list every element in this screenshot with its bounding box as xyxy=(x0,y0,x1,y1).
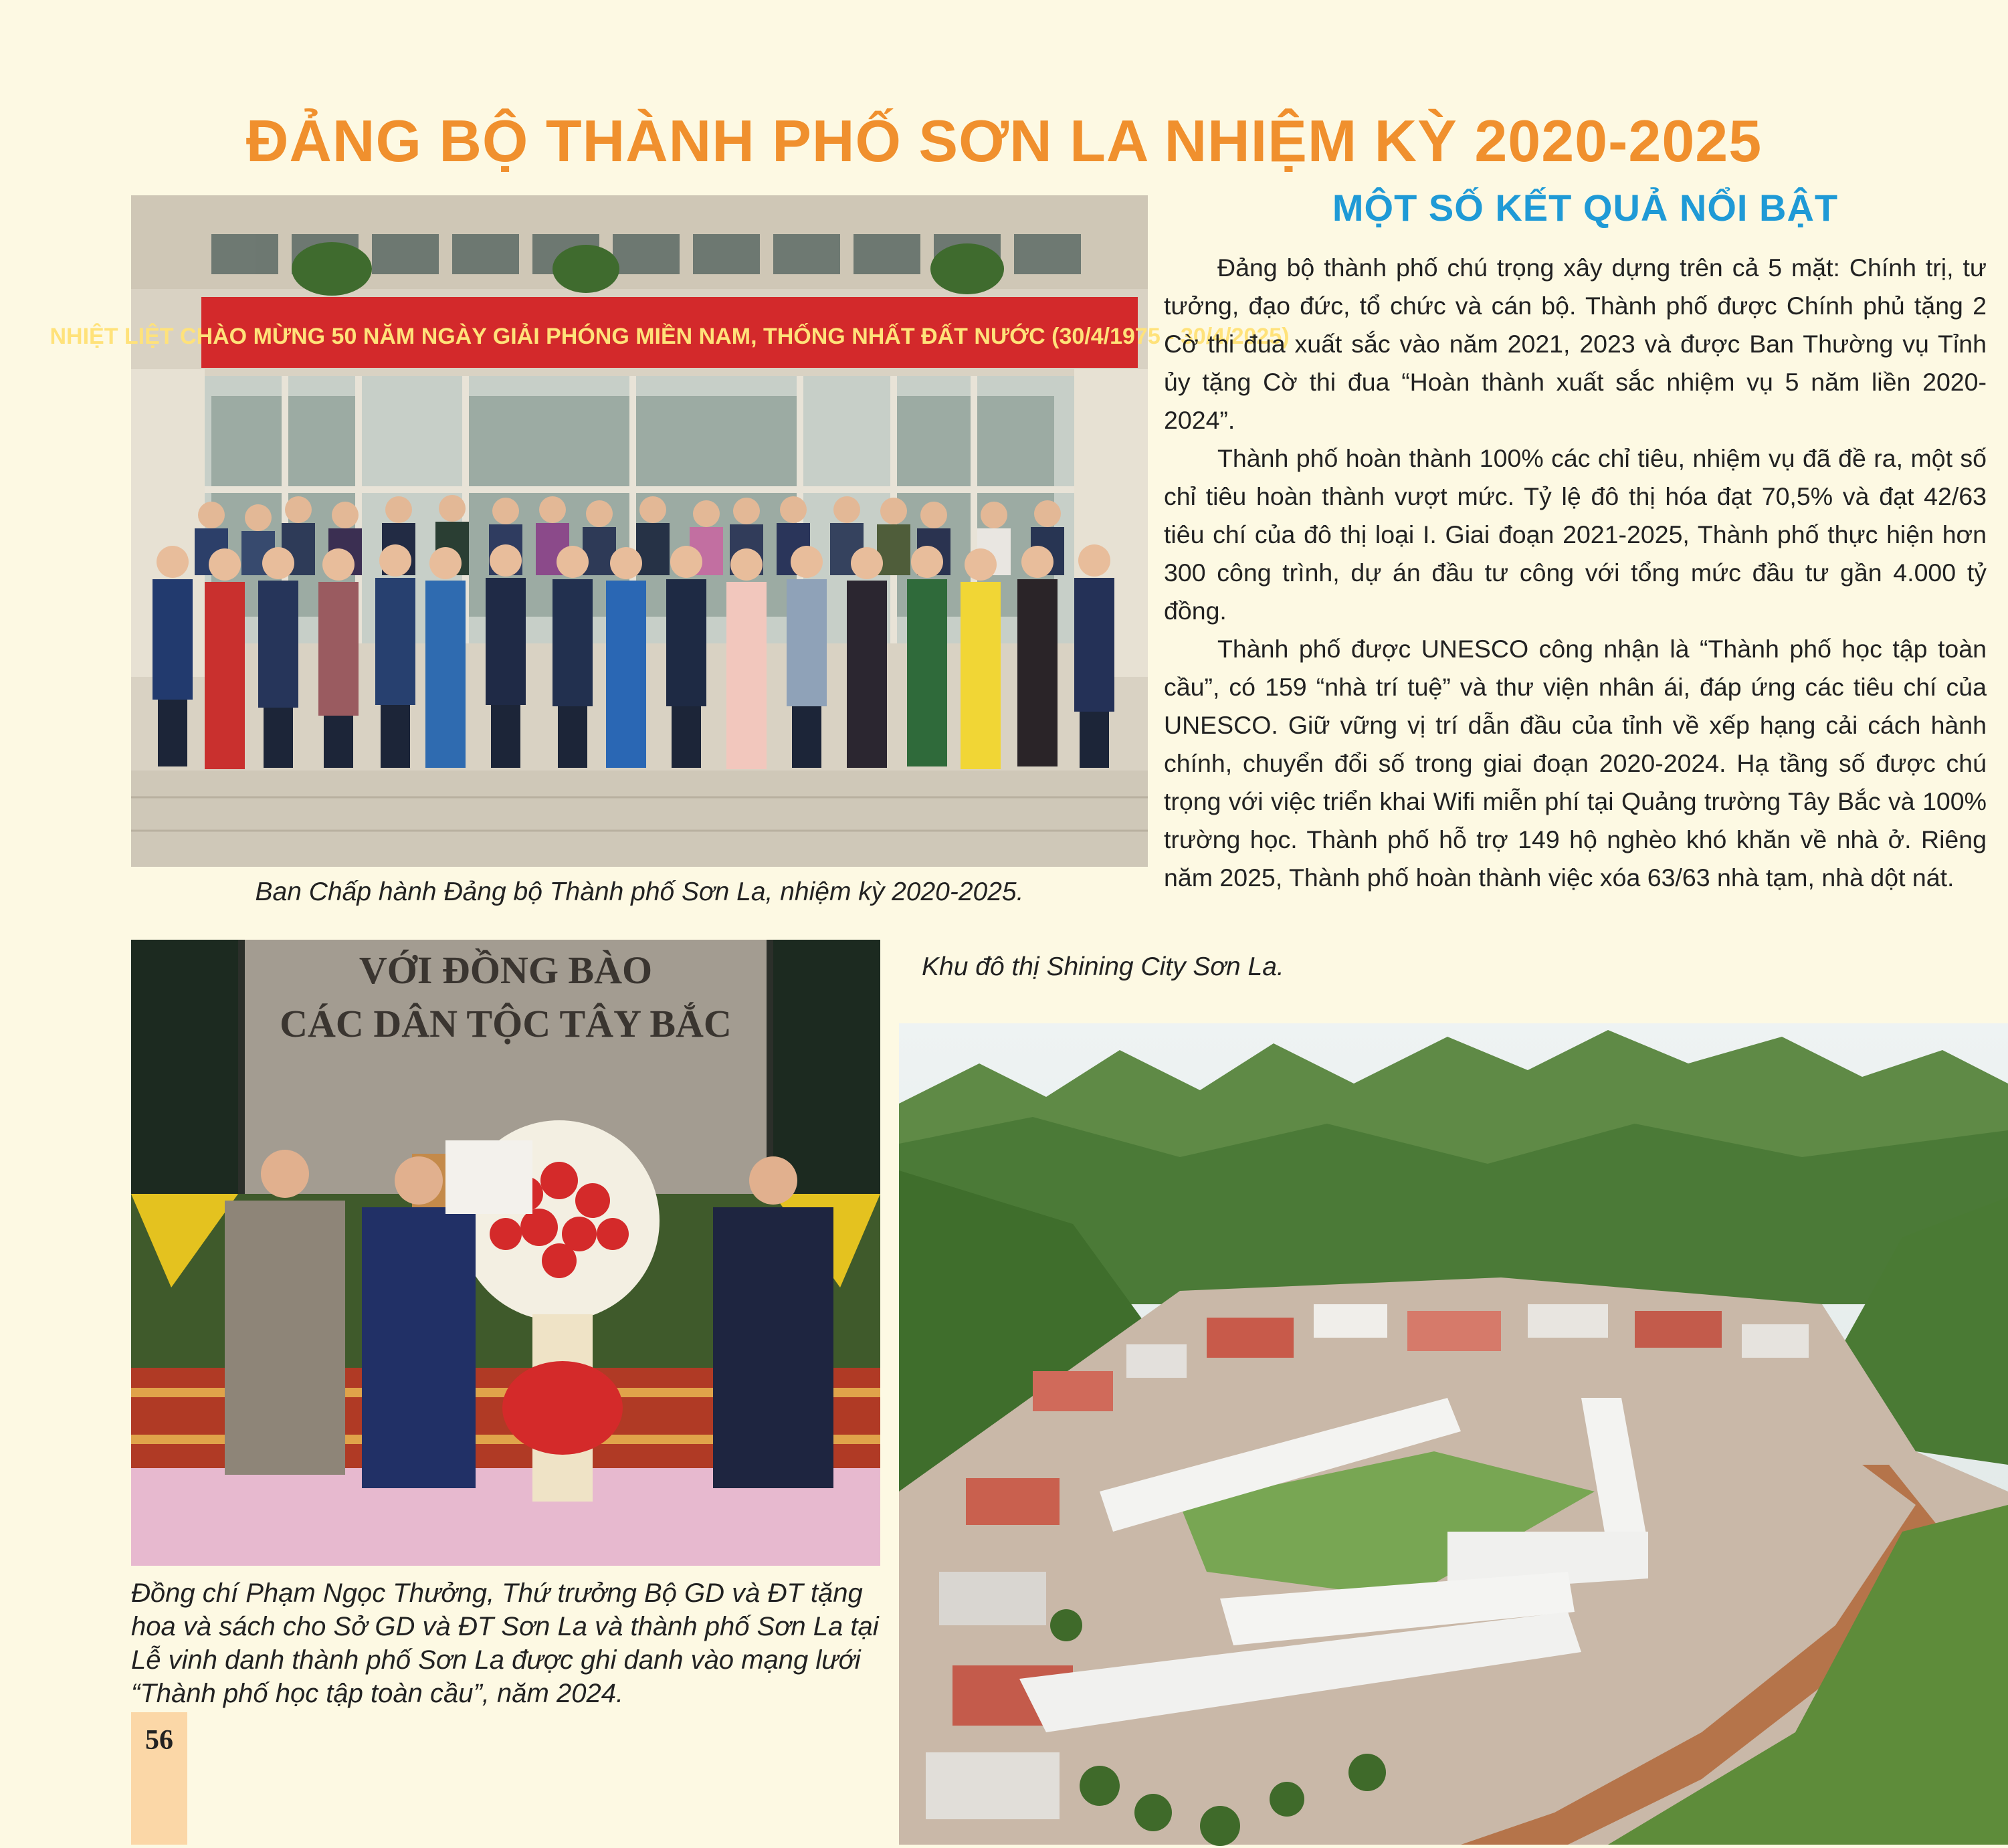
monument-line2: CÁC DÂN TỘC TÂY BẮC xyxy=(280,1002,732,1045)
group-photo xyxy=(49,195,1290,867)
monument-line1: VỚI ĐỒNG BÀO xyxy=(359,948,653,992)
banner-text: NHIỆT LIỆT CHÀO MỪNG 50 NĂM NGÀY GIẢI PHÓNG MIỀN NAM, THỐNG NHẤT ĐẤT NƯỚC (30/4/1975 - 30/4/2025) xyxy=(49,324,1290,349)
aerial-city-photo xyxy=(899,1023,2008,1845)
page-number-tab xyxy=(131,1712,187,1845)
paragraph: Thành phố được UNESCO công nhận là “Thành phố học tập toàn cầu”, có 159 “nhà trí tuệ” và thư viện nhân ái, đáp ứng các tiêu chí của UNESCO. Giữ vững vị trí dẫn đầu của tỉnh về xếp hạng cải cách hành chính, chuyển đổi số trong giai đoạn 2020-2024. Hạ tầng số được chú trọng với việc triển khai Wifi miễn phí tại Quảng trường Tây Bắc và 100% trường học. Thành phố hỗ trợ 149 hộ nghèo khó khăn về nhà ở. Riêng năm 2025, Thành phố hoàn thành việc xóa 63/63 nhà tạm, nhà dột nát. xyxy=(1164,635,1987,892)
ceremony-photo xyxy=(131,940,880,1566)
paragraph: Thành phố hoàn thành 100% các chỉ tiêu, nhiệm vụ đã đề ra, một số chỉ tiêu hoàn thành vượt mức. Tỷ lệ đô thị hóa đạt 70,5% và đạt 42/63 tiêu chí của đô thị loại I. Giai đoạn 2021-2025, Thành phố thực hiện hơn 300 công trình, dự án đầu tư công với tổng mức đầu tư gần 4.000 tỷ đồng. xyxy=(1164,444,1987,625)
page-title: ĐẢNG BỘ THÀNH PHỐ SƠN LA NHIỆM KỲ 2020-2025 xyxy=(245,108,1763,174)
article-body xyxy=(1164,249,1987,897)
section-subtitle: MỘT SỐ KẾT QUẢ NỔI BẬT xyxy=(1332,187,1839,229)
caption-group-photo: Ban Chấp hành Đảng bộ Thành phố Sơn La, nhiệm kỳ 2020-2025. xyxy=(255,878,1024,906)
page-number: 56 xyxy=(145,1725,173,1756)
caption-ceremony-photo: Đồng chí Phạm Ngọc Thưởng, Thứ trưởng Bộ GD và ĐT tặng hoa và sách cho Sở GD và ĐT Sơn La và thành phố Sơn La tại Lễ vinh danh thành phố Sơn La được ghi danh vào mạng lưới “Thành phố học tập toàn cầu”, năm 2024. xyxy=(131,1578,879,1708)
paragraph: Đảng bộ thành phố chú trọng xây dựng trên cả 5 mặt: Chính trị, tư tưởng, đạo đức, tổ chức và cán bộ. Thành phố được Chính phủ tặng 2 Cờ thi đua xuất sắc vào năm 2021, 2023 và được Ban Thường vụ Tỉnh ủy tặng Cờ thi đua “Hoàn thành xuất sắc nhiệm vụ 5 năm liền 2020-2024”. xyxy=(1164,253,1987,434)
caption-aerial-photo: Khu đô thị Shining City Sơn La. xyxy=(922,952,1284,981)
